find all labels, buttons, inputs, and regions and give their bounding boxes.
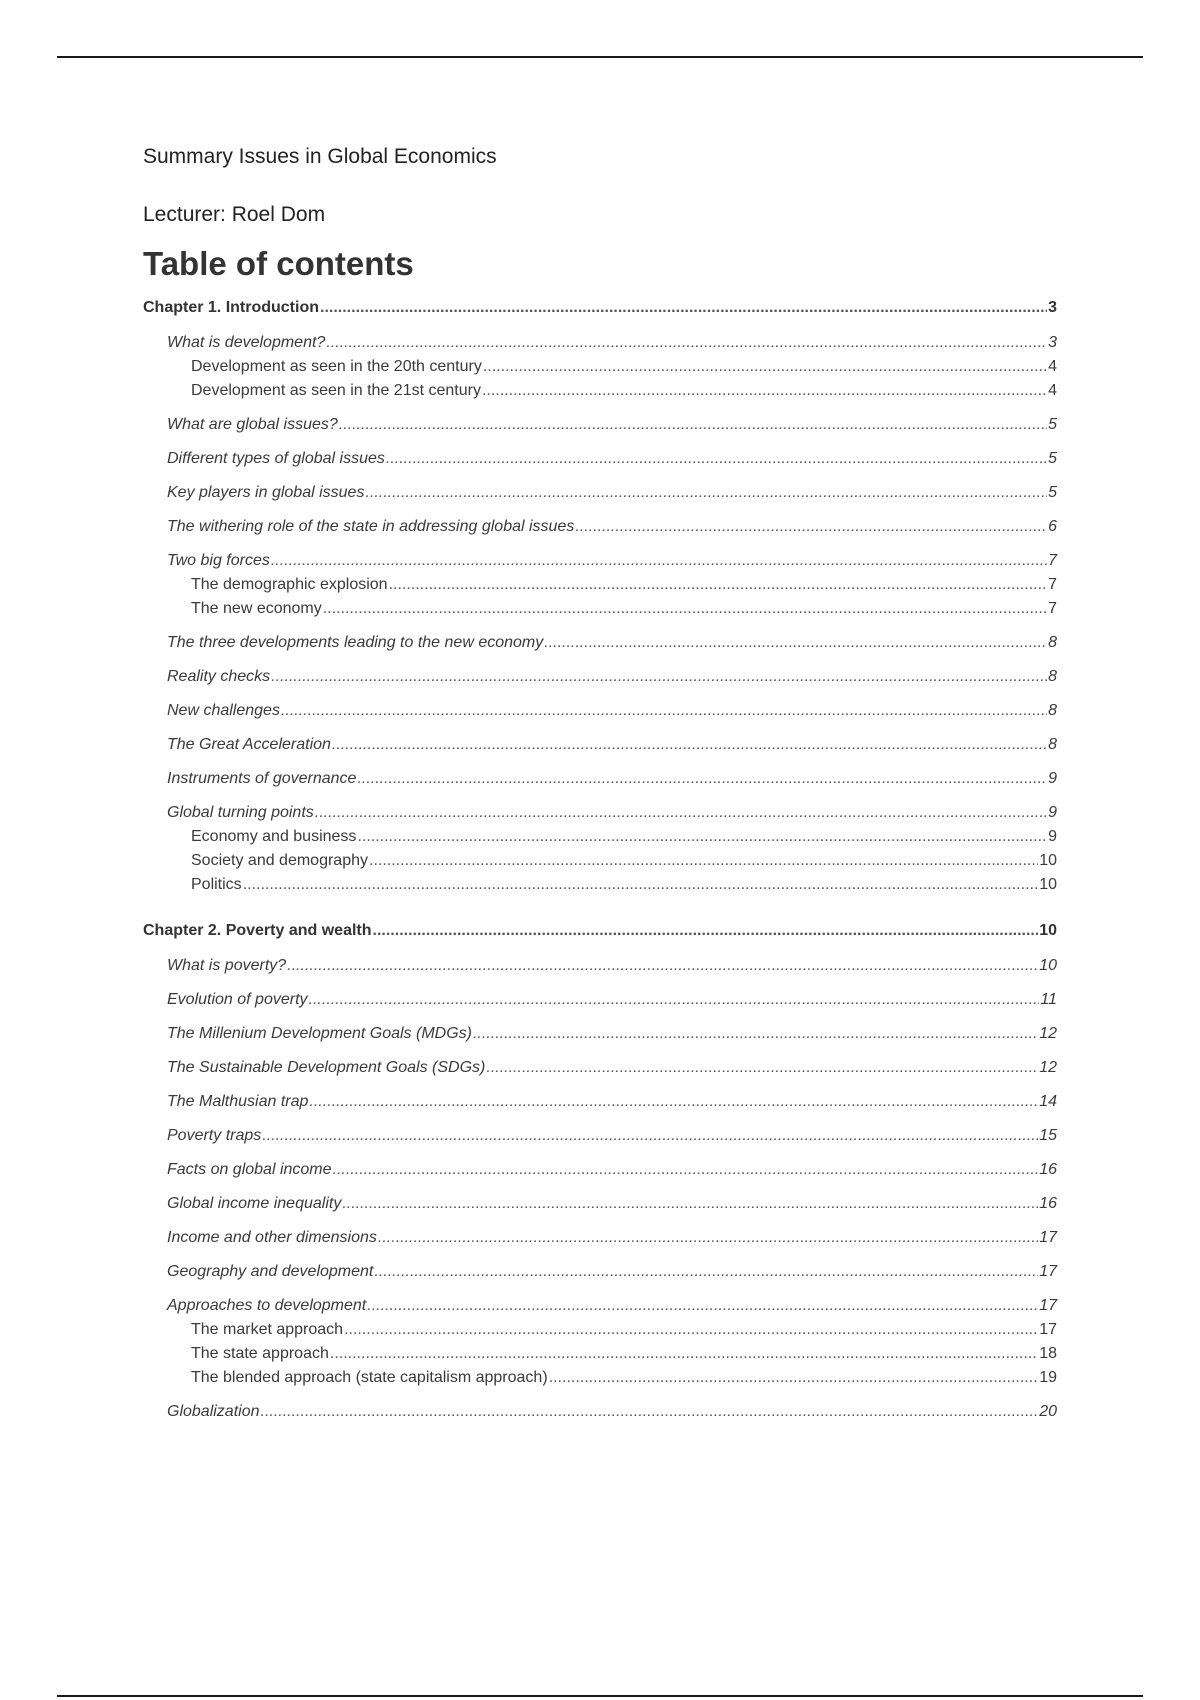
toc-page-number: 15 (1039, 1127, 1057, 1144)
toc-entry-title: The demographic explosion (191, 576, 388, 593)
document-body (143, 142, 1057, 1424)
toc-entry-title: Facts on global income (167, 1161, 332, 1178)
toc-dot-leader (344, 1318, 1038, 1342)
toc-section-entry[interactable] (143, 481, 1057, 505)
toc-entry-title: The Millenium Development Goals (MDGs) (167, 1025, 472, 1042)
toc-entry-title: Key players in global issues (167, 484, 365, 501)
toc-subsection-entry[interactable] (143, 1318, 1057, 1342)
toc-entry-title: The new economy (191, 600, 322, 617)
toc-dot-leader (482, 379, 1047, 403)
toc-dot-leader (374, 1260, 1038, 1284)
toc-page-number: 12 (1039, 1025, 1057, 1042)
toc-entry-title: Instruments of governance (167, 770, 357, 787)
toc-page-number: 5 (1048, 484, 1057, 501)
toc-subsection-entry[interactable] (143, 597, 1057, 621)
toc-dot-leader (243, 873, 1039, 897)
toc-page-number: 17 (1039, 1321, 1057, 1338)
toc-section-entry[interactable] (143, 1090, 1057, 1114)
toc-subsection-entry[interactable] (143, 873, 1057, 897)
toc-page-number: 11 (1040, 991, 1057, 1008)
toc-page-number: 7 (1048, 576, 1057, 593)
toc-page-number: 12 (1039, 1059, 1057, 1076)
toc-entry-title: Politics (191, 876, 242, 893)
toc-entry-title: New challenges (167, 702, 280, 719)
page-top-rule (57, 56, 1143, 58)
toc-section-entry[interactable] (143, 1260, 1057, 1284)
toc-dot-leader (332, 733, 1047, 757)
toc-entry-title: Two big forces (167, 552, 270, 569)
toc-section-entry[interactable] (143, 515, 1057, 539)
toc-dot-leader (378, 1226, 1038, 1250)
toc-page-number: 17 (1039, 1229, 1057, 1246)
toc-page-number: 10 (1039, 876, 1057, 893)
toc-entry-title: The withering role of the state in addressing global issues (167, 518, 575, 535)
toc-entry-title: Approaches to development (167, 1297, 367, 1314)
toc-page-number: 9 (1048, 770, 1057, 787)
toc-dot-leader (473, 1022, 1038, 1046)
toc-section-entry[interactable] (143, 1022, 1057, 1046)
toc-section-entry[interactable] (143, 549, 1057, 573)
toc-page-number: 4 (1048, 358, 1057, 375)
toc-page-number: 7 (1048, 552, 1057, 569)
toc-chapter-entry[interactable] (143, 296, 1057, 320)
toc-dot-leader (389, 573, 1048, 597)
toc-chapter-entry[interactable] (143, 919, 1057, 943)
toc-entry-title: The Malthusian trap (167, 1093, 309, 1110)
toc-page-number: 18 (1039, 1345, 1057, 1362)
toc-page-number: 3 (1048, 299, 1057, 316)
toc-section-entry[interactable] (143, 331, 1057, 355)
toc-dot-leader (544, 631, 1047, 655)
lecturer-line: Lecturer: Roel Dom (143, 203, 326, 226)
toc-dot-leader (369, 849, 1038, 873)
toc-dot-leader (386, 447, 1047, 471)
toc-entry-title: Economy and business (191, 828, 357, 845)
toc-section-entry[interactable] (143, 767, 1057, 791)
toc-page-number: 3 (1048, 334, 1057, 351)
toc-page-number: 7 (1048, 600, 1057, 617)
toc-entry-title: Poverty traps (167, 1127, 262, 1144)
toc-entry-title: Development as seen in the 20th century (191, 358, 482, 375)
toc-section-entry[interactable] (143, 1192, 1057, 1216)
toc-subsection-entry[interactable] (143, 1342, 1057, 1366)
toc-page-number: 10 (1039, 957, 1057, 974)
toc-dot-leader (357, 825, 1047, 849)
toc-dot-leader (575, 515, 1047, 539)
toc-page-number: 17 (1039, 1297, 1057, 1314)
toc-section-entry[interactable] (143, 1226, 1057, 1250)
toc-subsection-entry[interactable] (143, 825, 1057, 849)
toc-heading: Table of contents (143, 245, 414, 282)
toc-section-entry[interactable] (143, 1158, 1057, 1182)
toc-page-number: 8 (1048, 736, 1057, 753)
toc-dot-leader (333, 1158, 1039, 1182)
toc-dot-leader (326, 331, 1047, 355)
toc-entry-title: The Sustainable Development Goals (SDGs) (167, 1059, 486, 1076)
toc-page-number: 19 (1039, 1369, 1057, 1386)
toc-section-entry[interactable] (143, 733, 1057, 757)
toc-entry-title: Geography and development (167, 1263, 374, 1280)
toc-entry-title: The market approach (191, 1321, 344, 1338)
toc-dot-leader (309, 988, 1040, 1012)
toc-section-entry[interactable] (143, 801, 1057, 825)
toc-dot-leader (373, 919, 1039, 943)
toc-entry-title: Reality checks (167, 668, 271, 685)
toc-section-entry[interactable] (143, 988, 1057, 1012)
toc-dot-leader (486, 1056, 1038, 1080)
toc-dot-leader (323, 597, 1047, 621)
toc-entry-title: Chapter 2. Poverty and wealth (143, 922, 372, 939)
toc-page-number: 8 (1048, 668, 1057, 685)
toc-dot-leader (483, 355, 1047, 379)
toc-entry-title: Global income inequality (167, 1195, 342, 1212)
toc-entry-title: Globalization (167, 1403, 260, 1420)
toc-subsection-entry[interactable] (143, 1366, 1057, 1390)
toc-entry-title: What is development? (167, 334, 326, 351)
toc-section-entry[interactable] (143, 447, 1057, 471)
page-bottom-rule (57, 1695, 1143, 1697)
toc-entry-title: The three developments leading to the new economy (167, 634, 544, 651)
toc-dot-leader (367, 1294, 1038, 1318)
toc-entry-title: What are global issues? (167, 416, 338, 433)
toc-entry-title: Evolution of poverty (167, 991, 308, 1008)
toc-dot-leader (261, 1400, 1039, 1424)
toc-section-entry[interactable] (143, 665, 1057, 689)
toc-subsection-entry[interactable] (143, 355, 1057, 379)
toc-page-number: 5 (1048, 416, 1057, 433)
toc-entry-title: The state approach (191, 1345, 329, 1362)
toc-entry-title: Global turning points (167, 804, 314, 821)
toc-page-number: 6 (1048, 518, 1057, 535)
toc-section-entry[interactable] (143, 631, 1057, 655)
toc-entry-title: Different types of global issues (167, 450, 385, 467)
toc-subsection-entry[interactable] (143, 849, 1057, 873)
toc-page-number: 14 (1039, 1093, 1057, 1110)
toc-section-entry[interactable] (143, 1124, 1057, 1148)
toc-section-entry[interactable] (143, 1400, 1057, 1424)
document-title: Summary Issues in Global Economics (143, 145, 497, 168)
toc-dot-leader (549, 1366, 1039, 1390)
toc-page-number: 16 (1039, 1195, 1057, 1212)
toc-page-number: 4 (1048, 382, 1057, 399)
toc-subsection-entry[interactable] (143, 379, 1057, 403)
toc-subsection-entry[interactable] (143, 573, 1057, 597)
toc-entry-title: Society and demography (191, 852, 368, 869)
toc-section-entry[interactable] (143, 699, 1057, 723)
toc-entry-title: The Great Acceleration (167, 736, 331, 753)
toc-page-number: 10 (1039, 852, 1057, 869)
toc-dot-leader (271, 549, 1047, 573)
toc-dot-leader (342, 1192, 1038, 1216)
toc-entry-title: Development as seen in the 21st century (191, 382, 481, 399)
toc-entry-title: What is poverty? (167, 957, 287, 974)
toc-dot-leader (271, 665, 1047, 689)
toc-dot-leader (281, 699, 1047, 723)
toc-dot-leader (315, 801, 1047, 825)
toc-page-number: 9 (1048, 804, 1057, 821)
toc-dot-leader (309, 1090, 1038, 1114)
toc-dot-leader (320, 296, 1047, 320)
toc-page-number: 8 (1048, 634, 1057, 651)
toc-page-number: 8 (1048, 702, 1057, 719)
toc-dot-leader (365, 481, 1047, 505)
toc-page-number: 10 (1039, 922, 1057, 939)
toc-dot-leader (357, 767, 1047, 791)
toc-section-entry[interactable] (143, 1294, 1057, 1318)
toc-page-number: 9 (1048, 828, 1057, 845)
table-of-contents (143, 296, 1057, 1424)
toc-section-entry[interactable] (143, 1056, 1057, 1080)
toc-dot-leader (287, 954, 1038, 978)
toc-entry-title: Chapter 1. Introduction (143, 299, 319, 316)
toc-dot-leader (339, 413, 1047, 437)
toc-page-number: 20 (1039, 1403, 1057, 1420)
toc-page-number: 17 (1039, 1263, 1057, 1280)
toc-dot-leader (262, 1124, 1038, 1148)
toc-section-entry[interactable] (143, 954, 1057, 978)
toc-page-number: 16 (1039, 1161, 1057, 1178)
toc-entry-title: Income and other dimensions (167, 1229, 377, 1246)
toc-entry-title: The blended approach (state capitalism approach) (191, 1369, 548, 1386)
toc-dot-leader (330, 1342, 1038, 1366)
toc-section-entry[interactable] (143, 413, 1057, 437)
toc-page-number: 5 (1048, 450, 1057, 467)
